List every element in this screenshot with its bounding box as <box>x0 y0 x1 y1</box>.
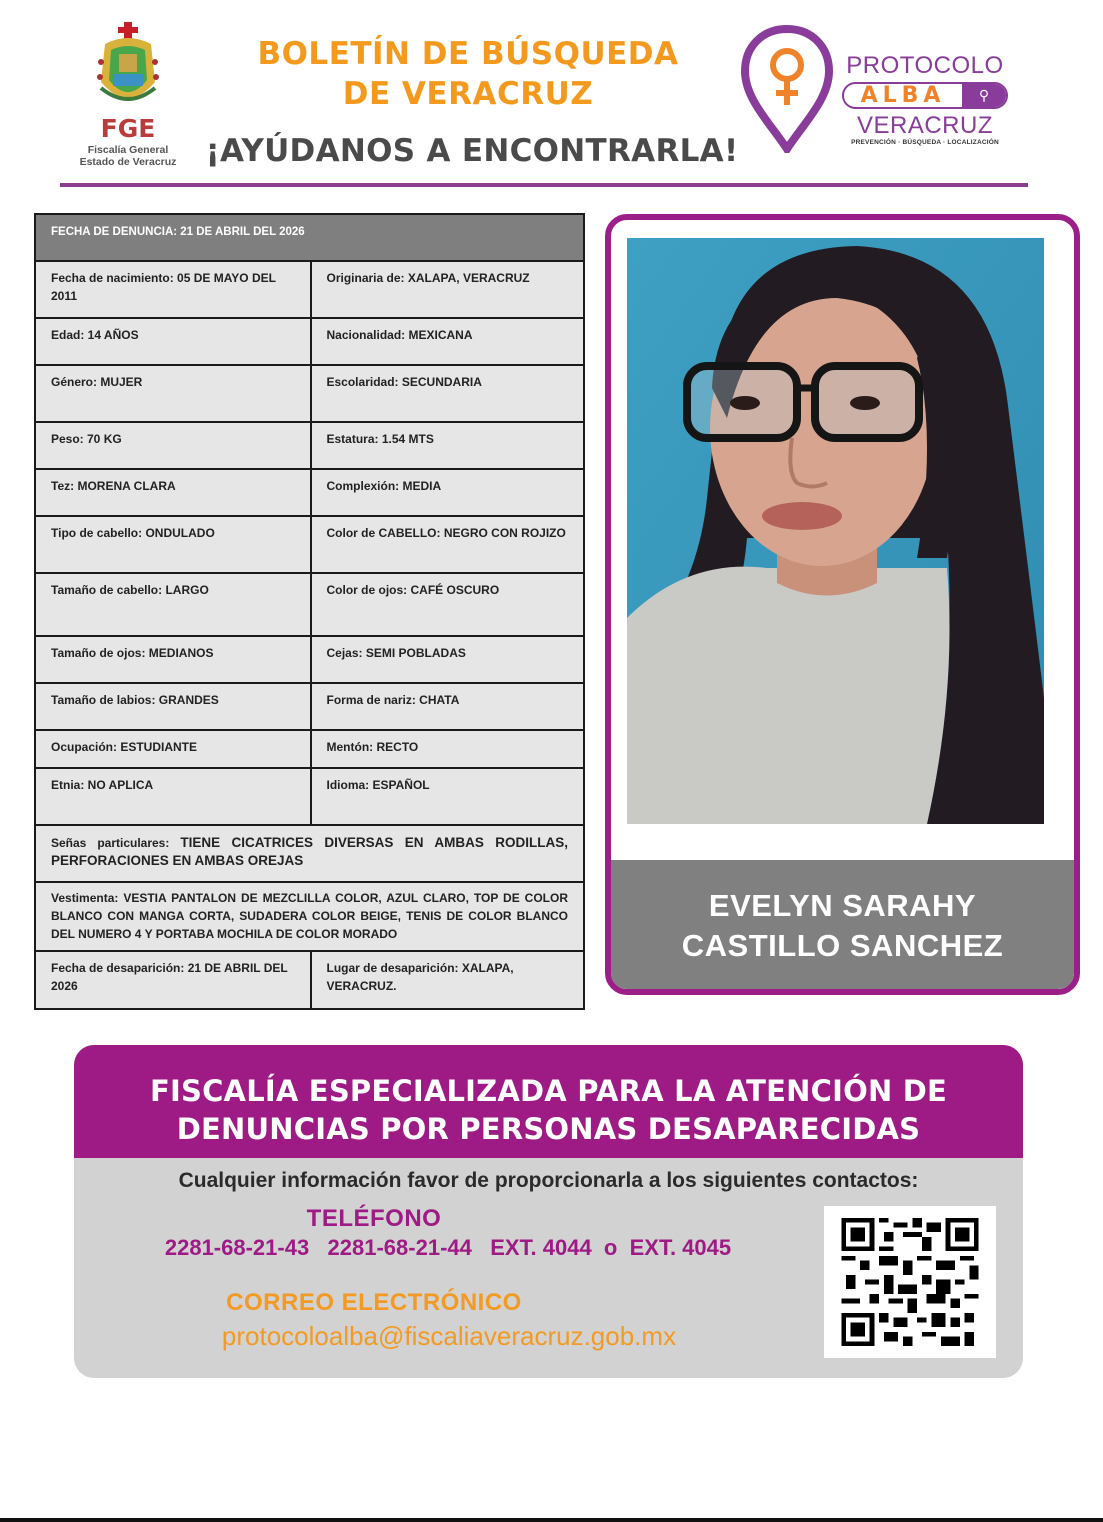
table-row <box>36 517 583 574</box>
distinguishing-marks-value: TIENE CICATRICES DIVERSAS EN AMBAS RODILLAS, PERFORACIONES EN AMBAS OREJAS <box>51 835 568 868</box>
phone-numbers[interactable]: 2281-68-21-43 2281-68-21-44 EXT. 4044 o EXT. 4045 <box>164 1235 732 1260</box>
table-row <box>36 262 583 319</box>
fge-subtitle-line2: Estado de Veracruz <box>79 156 177 168</box>
alba-search-bar <box>842 82 1008 109</box>
person-details-table <box>34 213 585 1010</box>
missing-person-photo <box>627 238 1044 824</box>
eyebrows: Cejas: SEMI POBLADAS <box>310 637 584 682</box>
agency-name-line2: DENUNCIAS POR PERSONAS DESAPARECIDAS <box>176 1112 921 1146</box>
fge-abbreviation: FGE <box>100 114 156 143</box>
phone-label: TELÉFONO <box>306 1205 442 1232</box>
bulletin-title <box>228 34 708 114</box>
qr-code[interactable] <box>824 1206 996 1358</box>
contact-panel <box>74 1045 1023 1378</box>
veracruz-coat-of-arms-icon <box>95 22 161 112</box>
email-label: CORREO ELECTRÓNICO <box>226 1289 522 1316</box>
person-last-names: CASTILLO SANCHEZ <box>681 928 1004 963</box>
table-row <box>36 470 583 517</box>
disappearance-date: Fecha de desaparición: 21 DE ABRIL DEL 2026 <box>51 961 288 993</box>
nationality: Nacionalidad: MEXICANA <box>310 319 584 364</box>
header-divider <box>60 183 1028 187</box>
age: Edad: 14 AÑOS <box>51 328 139 342</box>
person-name-band <box>611 860 1074 995</box>
nose-shape: Forma de nariz: CHATA <box>310 684 584 729</box>
person-name <box>611 886 1074 966</box>
clothing-label: Vestimenta: <box>51 891 119 905</box>
hair-type: Tipo de cabello: ONDULADO <box>51 526 215 540</box>
report-date: FECHA DE DENUNCIA: 21 DE ABRIL DEL 2026 <box>36 215 583 262</box>
hair-length: Tamaño de cabello: LARGO <box>51 583 209 597</box>
occupation: Ocupación: ESTUDIANTE <box>51 740 198 754</box>
ethnicity: Etnia: NO APLICA <box>51 778 154 792</box>
hair-color: Color de CABELLO: NEGRO CON ROJIZO <box>310 517 584 572</box>
weight: Peso: 70 KG <box>51 432 122 446</box>
alba-protocolo-text: PROTOCOLO <box>846 52 1004 79</box>
email-link[interactable]: protocoloalba@fiscaliaveracruz.gob.mx <box>221 1321 677 1351</box>
distinguishing-marks-label: Señas particulares: <box>51 836 170 850</box>
build: Complexión: MEDIA <box>310 470 584 515</box>
height: Estatura: 1.54 MTS <box>310 423 584 468</box>
disappearance-place: Lugar de desaparición: XALAPA, VERACRUZ. <box>310 952 584 1008</box>
location-pin-female-icon <box>740 25 834 153</box>
table-row <box>36 423 583 470</box>
distinguishing-marks <box>36 826 583 881</box>
table-row <box>36 684 583 731</box>
language: Idioma: ESPAÑOL <box>310 769 584 824</box>
portrait-image <box>627 238 1044 824</box>
missing-person-card <box>605 214 1080 995</box>
magnifier-icon: ⚲ <box>962 84 1006 107</box>
birth-date: Fecha de nacimiento: 05 DE MAYO DEL 2011 <box>51 271 276 303</box>
bottom-border <box>0 1518 1103 1522</box>
agency-name-line1: FISCALÍA ESPECIALIZADA PARA LA ATENCIÓN DE <box>149 1074 947 1108</box>
lip-size: Tamaño de labios: GRANDES <box>51 693 219 707</box>
complexion-tone: Tez: MORENA CLARA <box>51 479 176 493</box>
qr-code-icon <box>841 1218 979 1346</box>
table-row <box>36 366 583 423</box>
table-row <box>36 769 583 826</box>
eye-color: Color de ojos: CAFÉ OSCURO <box>310 574 584 635</box>
fge-subtitle-line1: Fiscalía General <box>87 144 169 156</box>
agency-name <box>74 1072 1023 1148</box>
agency-banner <box>74 1045 1023 1158</box>
fge-subtitle <box>68 144 188 168</box>
chin: Mentón: RECTO <box>310 731 584 767</box>
schooling: Escolaridad: SECUNDARIA <box>310 366 584 421</box>
protocolo-alba-logo <box>740 25 1020 160</box>
alba-tagline: PREVENCIÓN · BÚSQUEDA · LOCALIZACIÓN <box>851 139 999 146</box>
contact-intro: Cualquier información favor de proporcionarla a los siguientes contactos: <box>178 1169 919 1192</box>
table-row <box>36 574 583 637</box>
help-find-heading: ¡AYÚDANOS A ENCONTRARLA! <box>205 133 739 169</box>
bulletin-title-line1: BOLETÍN DE BÚSQUEDA <box>257 36 679 72</box>
alba-veracruz-text: VERACRUZ <box>856 112 993 139</box>
clothing <box>36 883 583 950</box>
table-row <box>36 826 583 883</box>
eye-size: Tamaño de ojos: MEDIANOS <box>51 646 214 660</box>
table-row <box>36 952 583 1008</box>
bulletin-title-line2: DE VERACRUZ <box>342 76 594 112</box>
alba-word: ALBA <box>860 83 946 108</box>
clothing-value: VESTIA PANTALON DE MEZCLILLA COLOR, AZUL CLARO, TOP DE COLOR BLANCO CON MANGA CORTA, SUDADERA COLOR BEIGE, TENIS DE COLOR BLANCO DEL NUMERO 4 Y PORTABA MOCHILA DE COLOR MORADO <box>51 891 569 941</box>
fge-logo <box>68 22 188 172</box>
table-row <box>36 637 583 684</box>
table-row <box>36 883 583 952</box>
person-first-names: EVELYN SARAHY <box>708 888 977 923</box>
table-row <box>36 731 583 769</box>
origin: Originaria de: XALAPA, VERACRUZ <box>310 262 584 317</box>
gender: Género: MUJER <box>51 375 143 389</box>
table-row <box>36 319 583 366</box>
